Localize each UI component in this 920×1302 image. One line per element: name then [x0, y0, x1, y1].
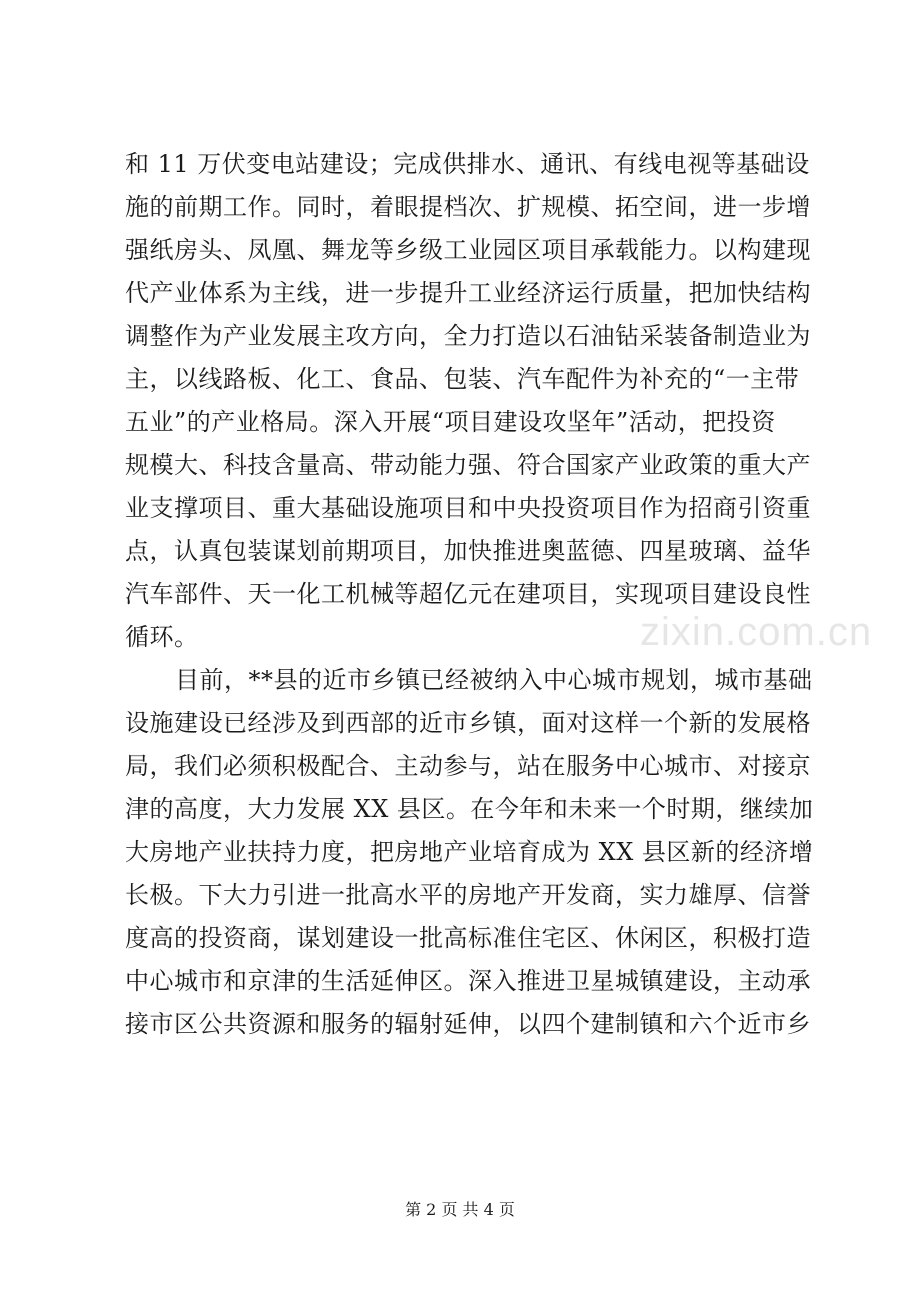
text-line: 强纸房头、凤凰、舞龙等乡级工业园区项目承载能力。以构建现: [125, 236, 811, 264]
text-line: 大房地产业扶持力度，把房地产业培育成为 XX 县区新的经济增: [125, 838, 814, 866]
text-line: 代产业体系为主线，进一步提升工业经济运行质量，把加快结构: [125, 279, 811, 307]
text-line: 局，我们必须积极配合、主动参与，站在服务中心城市、对接京: [125, 752, 811, 780]
text-line: 主，以线路板、化工、食品、包装、汽车配件为补充的“一主带: [125, 365, 800, 393]
text-line: 施的前期工作。同时，着眼提档次、扩规模、拓空间，进一步增: [125, 193, 811, 221]
paragraph-first-line: 目前，**县的近市乡镇已经被纳入中心城市规划，城市基础: [175, 666, 813, 694]
page-number-footer: 第 2 页 共 4 页: [405, 1200, 515, 1219]
text-line: 和 11 万伏变电站建设；完成供排水、通讯、有线电视等基础设: [125, 150, 810, 178]
watermark: zixin.com.cn: [640, 610, 873, 654]
text-line: 点，认真包装谋划前期项目，加快推进奥蓝德、四星玻璃、益华: [125, 537, 811, 565]
text-line: 五业”的产业格局。深入开展“项目建设攻坚年”活动，把投资: [125, 408, 776, 436]
text-line: 接市区公共资源和服务的辐射延伸，以四个建制镇和六个近市乡: [125, 1010, 811, 1038]
text-line: 汽车部件、天一化工机械等超亿元在建项目，实现项目建设良性: [125, 580, 811, 608]
text-line: 中心城市和京津的生活延伸区。深入推进卫星城镇建设，主动承: [125, 967, 811, 995]
text-line: 设施建设已经涉及到西部的近市乡镇，面对这样一个新的发展格: [125, 709, 811, 737]
text-line: 津的高度，大力发展 XX 县区。在今年和未来一个时期，继续加: [125, 795, 814, 823]
text-line: 度高的投资商，谋划建设一批高标准住宅区、休闲区，积极打造: [125, 924, 811, 952]
text-line: 业支撑项目、重大基础设施项目和中央投资项目作为招商引资重: [125, 494, 811, 522]
text-line: 长极。下大力引进一批高水平的房地产开发商，实力雄厚、信誉: [125, 881, 811, 909]
text-line: 规模大、科技含量高、带动能力强、符合国家产业政策的重大产: [125, 451, 811, 479]
text-line: 循环。: [125, 623, 199, 651]
text-line: 调整作为产业发展主攻方向，全力打造以石油钻采装备制造业为: [125, 322, 811, 350]
